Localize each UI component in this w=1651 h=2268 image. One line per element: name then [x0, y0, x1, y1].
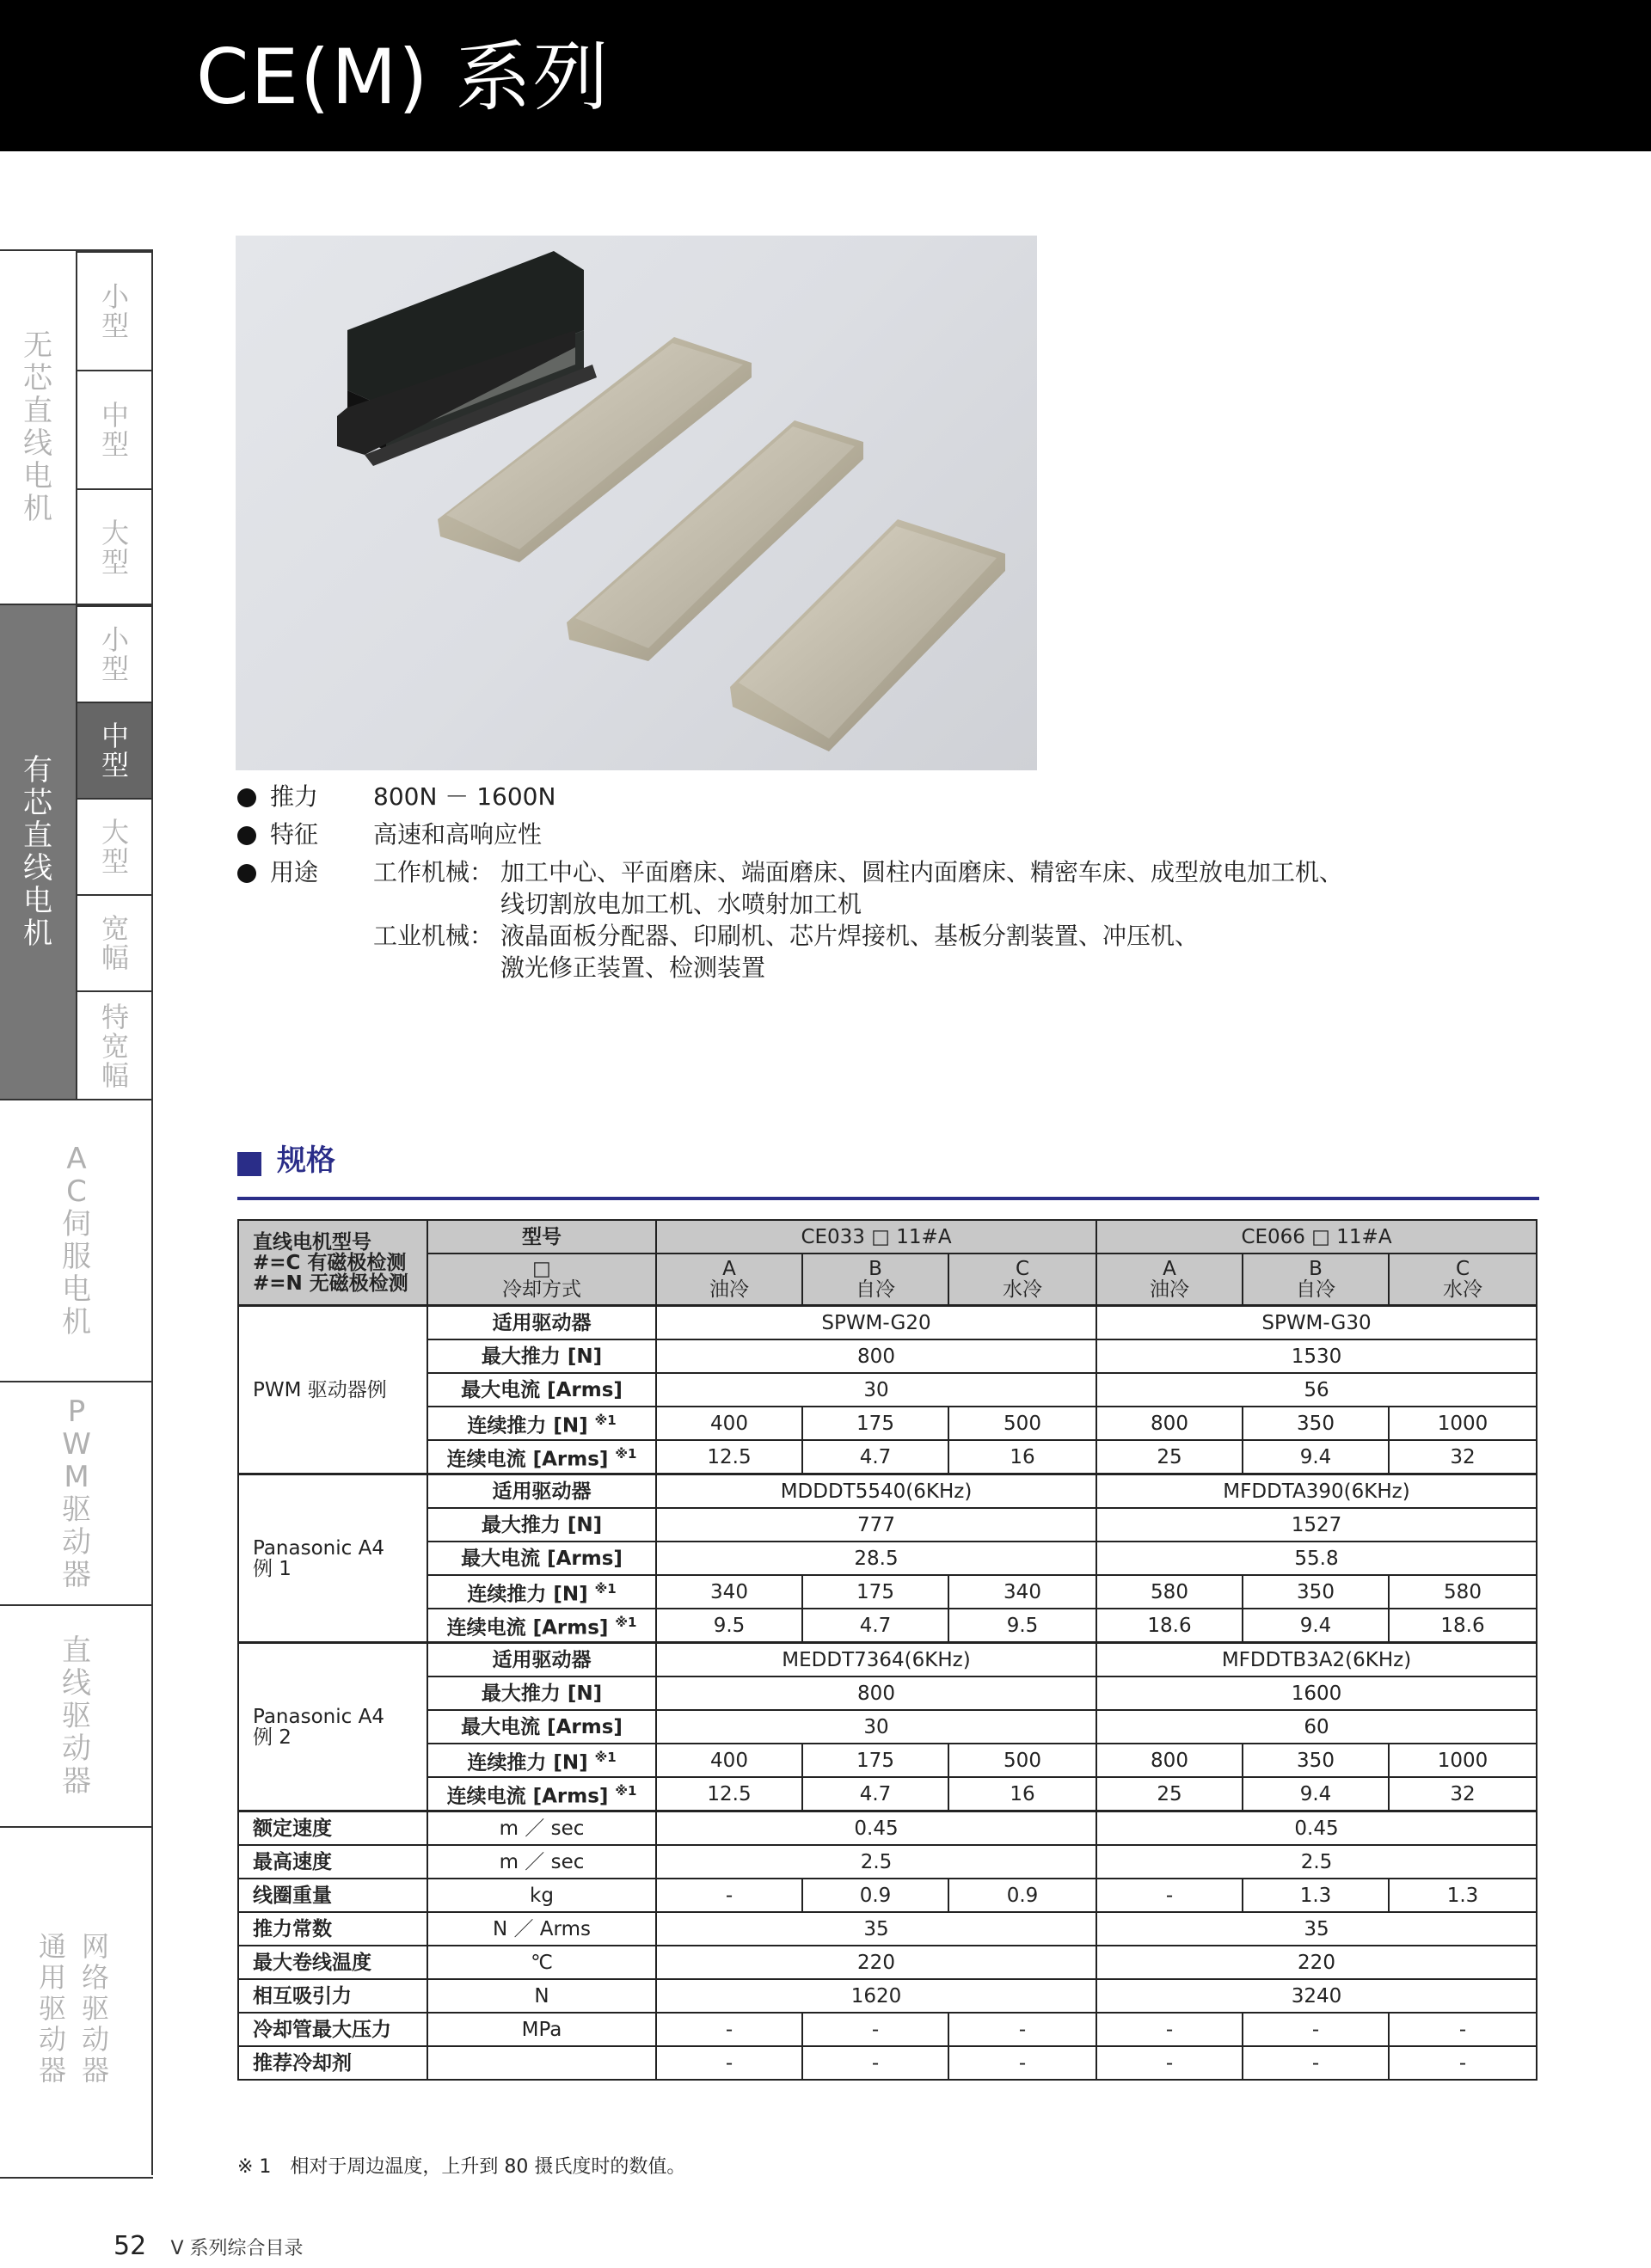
nav-label-text: 大 型 [101, 517, 129, 579]
table-cell: 500 [948, 1744, 1096, 1777]
header-model-ce033: CE033 □ 11#A [656, 1220, 1096, 1254]
table-header-row [238, 1254, 1537, 1306]
side-nav [0, 249, 155, 2175]
table-cell: - [948, 2013, 1096, 2046]
table-cell: 55.8 [1096, 1542, 1537, 1575]
bullet-dot [237, 826, 256, 845]
nav-label-text: 中 型 [101, 720, 129, 782]
table-cell: 18.6 [1389, 1609, 1537, 1643]
table-cell: - [802, 2013, 948, 2046]
footnote: ※ 1 相对于周边温度，上升到 80 摄氏度时的数值。 [237, 2156, 686, 2178]
nav-group-label-general [31, 1931, 74, 2086]
table-cell: MFDDTA390(6KHz) [1096, 1474, 1537, 1509]
nav-label-text: 网 络 驱 动 器 [81, 1930, 109, 2087]
row-unit: N ／ Arms [427, 1912, 656, 1946]
table-cell: 1530 [1096, 1339, 1537, 1373]
table-cell: 9.4 [1243, 1440, 1389, 1474]
table-cell: 500 [948, 1407, 1096, 1440]
header-cooling-type: C 水冷 [1389, 1254, 1537, 1306]
header-cooling-type: B 自冷 [802, 1254, 948, 1306]
row-item-label: 最大电流 [Arms] [427, 1373, 656, 1407]
row-unit: m ／ sec [427, 1811, 656, 1846]
row-group-label: PWM 驱动器例 [238, 1306, 427, 1474]
row-label: 额定速度 [238, 1811, 427, 1846]
row-item-label: 连续推力 [N] $^{※1}$ [427, 1407, 656, 1440]
nav-label-text: 特 宽 幅 [101, 1001, 129, 1092]
row-group-label: Panasonic A4 例 1 [238, 1474, 427, 1643]
table-cell: 9.5 [656, 1609, 802, 1643]
bullet-dot [237, 864, 256, 883]
nav-sub-small[interactable] [76, 251, 153, 370]
table-cell: 220 [1096, 1946, 1537, 1979]
table-row [238, 1811, 1537, 1846]
page-footer [114, 2231, 304, 2262]
nav-group-label [0, 1382, 153, 1604]
nav-sub-large[interactable] [76, 798, 153, 894]
header-cooling-type: B 自冷 [1243, 1254, 1389, 1306]
table-cell: 175 [802, 1407, 948, 1440]
row-item-label: 适用驱动器 [427, 1643, 656, 1677]
row-label: 最高速度 [238, 1845, 427, 1879]
row-item-label: 最大电流 [Arms] [427, 1710, 656, 1744]
nav-group-drivers[interactable] [0, 1826, 153, 2179]
table-cell: - [1389, 2013, 1537, 2046]
table-cell: 800 [656, 1676, 1096, 1710]
nav-group-label-active [0, 605, 76, 1099]
row-item-label: 连续电流 [Arms] $^{※1}$ [427, 1609, 656, 1643]
table-cell: 32 [1389, 1440, 1537, 1474]
nav-group-label [0, 251, 76, 604]
nav-sub-medium[interactable] [76, 370, 153, 488]
header-model-ce066: CE066 □ 11#A [1096, 1220, 1537, 1254]
bullet-dot [237, 788, 256, 807]
nav-label-text: 通 用 驱 动 器 [38, 1930, 66, 2087]
table-cell: 9.4 [1243, 1777, 1389, 1811]
table-row [238, 1710, 1537, 1744]
table-cell: - [802, 2046, 948, 2080]
bullet-feature [236, 818, 1525, 850]
nav-group-pwm-driver[interactable] [0, 1381, 153, 1604]
bullet-label: 用途 [270, 858, 319, 886]
nav-sub-small[interactable] [76, 605, 153, 702]
row-unit: ℃ [427, 1946, 656, 1979]
row-label: 推力常数 [238, 1912, 427, 1946]
table-cell: 1600 [1096, 1676, 1537, 1710]
nav-label-text: 有 芯 直 线 电 机 [23, 753, 52, 951]
row-item-label: 最大电流 [Arms] [427, 1542, 656, 1575]
page-number: 52 [114, 2231, 147, 2261]
header-model-label: 直线电机型号 #=C 有磁极检测 #=N 无磁极检测 [238, 1220, 427, 1306]
table-cell: 350 [1243, 1407, 1389, 1440]
row-unit: kg [427, 1879, 656, 1912]
table-cell: 0.45 [1096, 1811, 1537, 1846]
nav-group-ac-servo[interactable] [0, 1099, 153, 1381]
nav-label-text: 大 型 [101, 816, 129, 878]
use-category-machine-tools: 工作机械： [373, 858, 494, 886]
table-cell: - [656, 2013, 802, 2046]
table-cell: 0.9 [948, 1879, 1096, 1912]
row-item-label: 连续推力 [N] $^{※1}$ [427, 1575, 656, 1609]
table-row [238, 1777, 1537, 1811]
table-cell: 35 [656, 1912, 1096, 1946]
table-cell: 350 [1243, 1575, 1389, 1609]
table-row [238, 1508, 1537, 1542]
row-item-label: 适用驱动器 [427, 1306, 656, 1340]
row-unit: N [427, 1979, 656, 2013]
bullet-use-cont [236, 952, 1525, 984]
table-cell: 0.9 [802, 1879, 948, 1912]
header-type: 型号 [427, 1220, 656, 1254]
bullet-thrust [236, 781, 1525, 812]
table-cell: 18.6 [1096, 1609, 1243, 1643]
table-cell: 220 [656, 1946, 1096, 1979]
nav-group-iron-core[interactable] [0, 604, 153, 1099]
nav-label-text: 小 型 [101, 623, 129, 685]
linear-motor-photo [236, 236, 1037, 770]
row-unit: m ／ sec [427, 1845, 656, 1879]
table-cell: - [1243, 2046, 1389, 2080]
table-cell: 1000 [1389, 1744, 1537, 1777]
nav-label-text: A C 伺 服 电 机 [62, 1142, 91, 1339]
photo-illustration [236, 236, 1037, 770]
table-row [238, 1339, 1537, 1373]
table-row [238, 1609, 1537, 1643]
nav-sub-medium-active[interactable] [76, 702, 153, 798]
table-row [238, 1979, 1537, 2013]
table-cell: - [656, 1879, 802, 1912]
table-row [238, 1643, 1537, 1677]
bullet-label: 推力 [270, 782, 319, 811]
bullet-use-cont [236, 888, 1525, 920]
use-text: 激光修正装置、检测装置 [500, 953, 766, 982]
table-cell: MEDDT7364(6KHz) [656, 1643, 1096, 1677]
table-row [238, 1845, 1537, 1879]
table-cell: 9.5 [948, 1609, 1096, 1643]
row-label: 相互吸引力 [238, 1979, 427, 2013]
bullet-use-industrial [236, 920, 1525, 952]
table-cell: - [948, 2046, 1096, 2080]
nav-group-coreless[interactable] [0, 249, 153, 604]
table-cell: 175 [802, 1575, 948, 1609]
table-row [238, 1407, 1537, 1440]
table-cell: MDDDT5540(6KHz) [656, 1474, 1096, 1509]
nav-border [151, 249, 153, 2175]
nav-label-text: P W M 驱 动 器 [62, 1395, 91, 1592]
nav-sub-extra-wide[interactable] [76, 990, 153, 1100]
table-cell: 25 [1096, 1777, 1243, 1811]
table-cell: 32 [1389, 1777, 1537, 1811]
nav-group-linear-driver[interactable] [0, 1604, 153, 1826]
table-cell: 340 [948, 1575, 1096, 1609]
table-cell: 56 [1096, 1373, 1537, 1407]
table-cell: 400 [656, 1407, 802, 1440]
table-row [238, 1879, 1537, 1912]
row-item-label: 连续电流 [Arms] $^{※1}$ [427, 1777, 656, 1811]
row-label: 线圈重量 [238, 1879, 427, 1912]
table-cell: 2.5 [1096, 1845, 1537, 1879]
row-group-label: Panasonic A4 例 2 [238, 1643, 427, 1811]
table-cell: - [1096, 2013, 1243, 2046]
table-cell: - [1096, 1879, 1243, 1912]
nav-label-text: 中 型 [101, 399, 129, 461]
table-cell: 4.7 [802, 1440, 948, 1474]
table-cell: 0.45 [656, 1811, 1096, 1846]
row-item-label: 适用驱动器 [427, 1474, 656, 1509]
table-cell: 350 [1243, 1744, 1389, 1777]
section-divider [237, 1197, 1539, 1200]
table-cell: 4.7 [802, 1777, 948, 1811]
nav-label-text: 小 型 [101, 280, 129, 342]
nav-group-label [0, 1606, 153, 1826]
spec-table [237, 1219, 1537, 2081]
table-row [238, 1373, 1537, 1407]
table-header-row [238, 1220, 1537, 1254]
table-row [238, 1542, 1537, 1575]
row-label: 推荐冷却剂 [238, 2046, 427, 2080]
row-item-label: 最大推力 [N] [427, 1508, 656, 1542]
header-cooling: □ 冷却方式 [427, 1254, 656, 1306]
bullet-use [236, 856, 1525, 888]
page-title: CE(M) 系列 [196, 33, 611, 121]
table-cell: MFDDTB3A2(6KHz) [1096, 1643, 1537, 1677]
table-cell: 800 [656, 1339, 1096, 1373]
nav-group-label [0, 1100, 153, 1381]
table-cell: 28.5 [656, 1542, 1096, 1575]
table-cell: 580 [1096, 1575, 1243, 1609]
use-category-industrial: 工业机械： [373, 922, 494, 950]
catalog-title: V 系列综合目录 [170, 2238, 304, 2259]
nav-sub-wide[interactable] [76, 894, 153, 990]
feature-list [236, 781, 1525, 984]
use-text: 液晶面板分配器、印刷机、芯片焊接机、基板分割装置、冲压机、 [500, 922, 1200, 950]
table-cell: 30 [656, 1373, 1096, 1407]
table-row [238, 1946, 1537, 1979]
table-cell: 800 [1096, 1744, 1243, 1777]
table-cell: 35 [1096, 1912, 1537, 1946]
table-cell: 12.5 [656, 1440, 802, 1474]
row-unit [427, 2046, 656, 2080]
table-cell: 1.3 [1243, 1879, 1389, 1912]
table-cell: 30 [656, 1710, 1096, 1744]
table-cell: 25 [1096, 1440, 1243, 1474]
table-cell: 1620 [656, 1979, 1096, 2013]
table-cell: SPWM-G20 [656, 1306, 1096, 1340]
table-cell: 2.5 [656, 1845, 1096, 1879]
table-row [238, 1912, 1537, 1946]
nav-group-label-network [74, 1931, 117, 2086]
nav-label-text: 直 线 驱 动 器 [62, 1634, 91, 1799]
nav-label-text: 无 芯 直 线 电 机 [23, 328, 52, 526]
bullet-value: 高速和高响应性 [373, 820, 543, 849]
table-row [238, 2013, 1537, 2046]
table-cell: - [1096, 2046, 1243, 2080]
table-cell: 175 [802, 1744, 948, 1777]
row-unit: MPa [427, 2013, 656, 2046]
row-item-label: 连续电流 [Arms] $^{※1}$ [427, 1440, 656, 1474]
nav-sub-large[interactable] [76, 488, 153, 605]
table-cell: - [1243, 2013, 1389, 2046]
header-cooling-type: A 油冷 [656, 1254, 802, 1306]
table-cell: 16 [948, 1440, 1096, 1474]
table-cell: 3240 [1096, 1979, 1537, 2013]
table-row [238, 1744, 1537, 1777]
page-header [0, 0, 1651, 151]
table-row [238, 1306, 1537, 1340]
table-cell: 1000 [1389, 1407, 1537, 1440]
table-cell: 9.4 [1243, 1609, 1389, 1643]
use-text: 加工中心、平面磨床、端面磨床、圆柱内面磨床、精密车床、成型放电加工机、 [500, 858, 1344, 886]
table-cell: 800 [1096, 1407, 1243, 1440]
nav-label-text: 宽 幅 [101, 912, 129, 974]
header-cooling-type: A 油冷 [1096, 1254, 1243, 1306]
row-label: 最大卷线温度 [238, 1946, 427, 1979]
section-title: 规格 [277, 1143, 335, 1178]
table-cell: - [656, 2046, 802, 2080]
bullet-label: 特征 [270, 820, 319, 849]
table-row [238, 1676, 1537, 1710]
row-item-label: 最大推力 [N] [427, 1339, 656, 1373]
table-row [238, 1440, 1537, 1474]
table-cell: 16 [948, 1777, 1096, 1811]
table-row [238, 1474, 1537, 1509]
row-item-label: 最大推力 [N] [427, 1676, 656, 1710]
section-marker-icon [237, 1152, 261, 1176]
use-text: 线切割放电加工机、水喷射加工机 [500, 890, 862, 918]
table-row [238, 2046, 1537, 2080]
table-row [238, 1575, 1537, 1609]
table-cell: 340 [656, 1575, 802, 1609]
header-cooling-type: C 水冷 [948, 1254, 1096, 1306]
table-cell: SPWM-G30 [1096, 1306, 1537, 1340]
table-cell: 4.7 [802, 1609, 948, 1643]
table-cell: 60 [1096, 1710, 1537, 1744]
row-label: 冷却管最大压力 [238, 2013, 427, 2046]
table-cell: 777 [656, 1508, 1096, 1542]
table-cell: 580 [1389, 1575, 1537, 1609]
row-item-label: 连续推力 [N] $^{※1}$ [427, 1744, 656, 1777]
table-cell: 1.3 [1389, 1879, 1537, 1912]
table-cell: 12.5 [656, 1777, 802, 1811]
table-cell: 400 [656, 1744, 802, 1777]
bullet-value: 800N － 1600N [373, 782, 556, 811]
table-cell: 1527 [1096, 1508, 1537, 1542]
table-cell: - [1389, 2046, 1537, 2080]
